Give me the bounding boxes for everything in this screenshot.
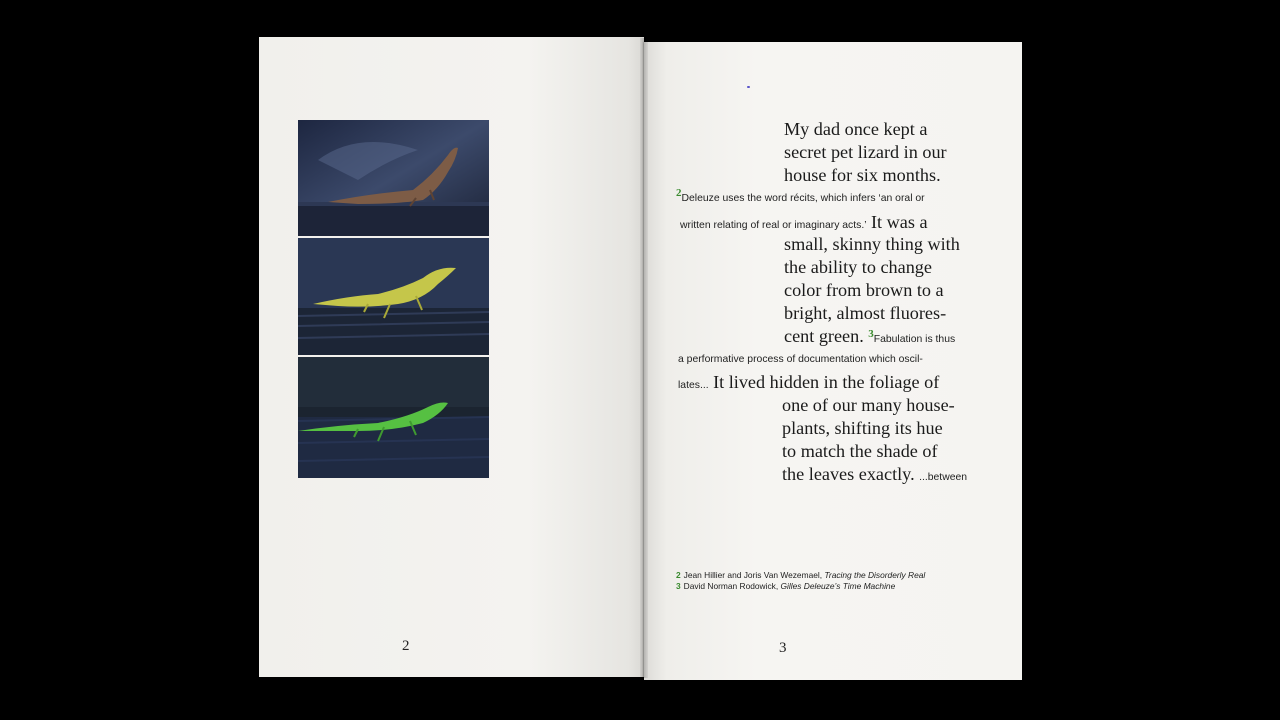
footnote-2 — [676, 570, 996, 581]
brown-lizard-photo — [298, 120, 489, 236]
footnote-3 — [676, 581, 996, 592]
side-note-text: Fabulation is thus — [873, 334, 956, 345]
text-line: one of our many house- — [782, 395, 955, 415]
text-line: small, skinny thing with — [784, 234, 960, 254]
text-line: secret pet lizard in our — [784, 142, 947, 162]
text-line-last — [782, 464, 967, 485]
text-line: My dad once kept a — [784, 119, 928, 139]
footnote-number: 2 — [676, 570, 681, 580]
note-marker-3: 3 — [868, 328, 874, 340]
text-line: the ability to change — [784, 257, 932, 277]
text-line: color from brown to a — [784, 280, 944, 300]
ink-speck — [747, 86, 750, 88]
text-line: bright, almost fluores- — [784, 303, 947, 323]
text-line: It was a — [870, 212, 928, 232]
footnote-title: Gilles Deleuze’s Time Machine — [780, 581, 896, 591]
side-note-2 — [676, 188, 925, 206]
side-note-text: Deleuze uses the word récits, which infers ‘an oral or — [681, 193, 925, 204]
side-note-text: written relating of real or imaginary acts.’ — [680, 220, 867, 231]
page-number-right: 3 — [779, 640, 787, 656]
yellow-lizard-photo — [298, 238, 489, 355]
side-note-text: a performative process of documentation which oscil- — [678, 354, 923, 365]
side-note-text: ...between — [919, 472, 968, 483]
text-line: to match the shade of — [782, 441, 938, 461]
footnote-title: Tracing the Disorderly Real — [824, 570, 926, 580]
side-note-2-cont — [680, 212, 928, 233]
footnotes — [676, 570, 996, 592]
text-line: the leaves exactly. — [782, 464, 915, 484]
text-line: cent green. — [784, 326, 864, 346]
lizard-photo-strip — [298, 120, 491, 480]
footnote-number: 3 — [676, 581, 681, 591]
side-note-3-cont — [678, 372, 939, 393]
book-gutter — [640, 38, 648, 678]
text-line-with-note — [784, 326, 955, 347]
text-line: house for six months. — [784, 165, 941, 185]
footnote-author: David Norman Rodowick, — [683, 581, 779, 591]
footnote-author: Jean Hillier and Joris Van Wezemael, — [683, 570, 823, 580]
page-number-left: 2 — [402, 638, 410, 654]
side-note-text: lates... — [678, 380, 709, 391]
text-line: plants, shifting its hue — [782, 418, 943, 438]
text-line: It lived hidden in the foliage of — [713, 372, 940, 392]
green-lizard-photo — [298, 357, 489, 478]
essay-text — [676, 116, 996, 496]
note-marker-2: 2 — [676, 187, 682, 199]
